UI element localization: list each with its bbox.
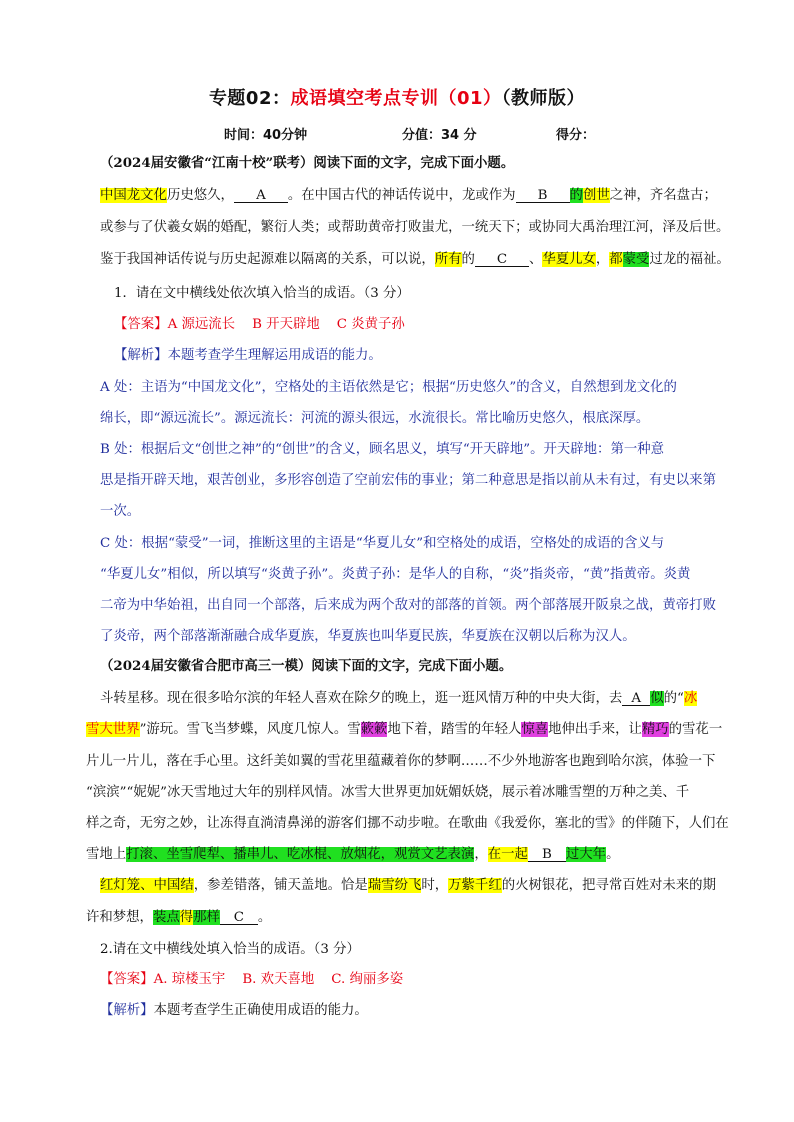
q1-hl-5: 华夏儿女: [542, 252, 596, 267]
q1-blank-c[interactable]: C: [475, 253, 529, 267]
q2-passage-line-1: [100, 692, 720, 706]
title-prefix: 专题02：: [208, 88, 291, 109]
q2-hl-14: 得: [179, 910, 194, 925]
q2-hl-8: 在一起: [487, 847, 528, 862]
q1-text: 过龙的福祉。: [649, 252, 730, 267]
q1-hl-1: 中国龙文化: [100, 188, 167, 203]
answer-text: A 源远流长 B 开天辟地 C 炎黄子孙: [167, 317, 405, 332]
title-suffix: （教师版）: [501, 88, 586, 109]
q2-passage-line-2: [86, 722, 723, 737]
time-label: 时间：40分钟: [224, 128, 308, 143]
q1-hl-7: 蒙受: [622, 252, 650, 267]
answer-text: A. 琼楼玉宇 B. 欢天喜地 C. 绚丽多姿: [153, 972, 404, 987]
q2-text: 雪地上: [86, 847, 127, 862]
q2-passage-line-7: [100, 879, 720, 892]
got-label: 得分：: [556, 128, 596, 143]
q2-text: 地伸出手来，让: [548, 722, 642, 737]
q2-hl-7: 打滚、坐雪爬犁、播串儿、吃冰棍、放烟花，观赏文艺表演: [126, 847, 475, 862]
q1-hl-6: 都: [609, 252, 623, 267]
q1-analysis-c-4: 了炎帝，两个部落渐渐融合成华夏族，华夏族也叫华夏民族，华夏族在汉朝以后称为汉人。: [100, 629, 636, 644]
q1-blank-b[interactable]: B: [516, 189, 570, 203]
q2-question: 2.请在文中横线处填入恰当的成语。（3 分）: [100, 942, 360, 957]
q2-text: ”游玩。雪飞当梦蝶，风度几惊人。雪: [139, 722, 361, 737]
q1-analysis-a-1: A 处：主语为“中国龙文化”，空格处的主语依然是它；根据“历史悠久”的含义，自然想到龙文化的: [100, 380, 677, 395]
q2-blank-b[interactable]: B: [528, 848, 566, 862]
q1-blank-a[interactable]: A: [234, 189, 288, 203]
analysis-text: 本题考查学生理解运用成语的能力。: [167, 348, 382, 363]
q2-text: 地下着，踏雪的年轻人: [387, 722, 522, 737]
q1-text: 历史悠久，: [166, 188, 234, 203]
q2-text: 时，: [421, 878, 449, 893]
q2-text: 。: [606, 847, 620, 862]
q2-analysis: [100, 1004, 720, 1017]
q2-hl-12: 万紫千红: [448, 878, 502, 893]
q2-hl-3: 雪大世界: [86, 722, 140, 737]
q1-text: 之神，齐名盘古；: [609, 188, 717, 203]
q2-text: 许和梦想，: [86, 910, 153, 925]
q1-analysis-c-1: C 处：根据“蒙受”一词，推断这里的主语是“华夏儿女”和空格处的成语，空格处的成语的含义与: [100, 536, 665, 551]
analysis-text: 本题考查学生正确使用成语的能力。: [153, 1003, 368, 1018]
answer-label: 【答案】: [100, 972, 154, 987]
q2-hl-11: 瑞雪纷飞: [367, 878, 422, 893]
analysis-label: 【解析】: [100, 1003, 154, 1018]
q1-analysis-c-2: “华夏儿女”相似，所以填写“炎黄子孙”。炎黄子孙：是华人的自称，“炎”指炎帝，“黄”指黄帝。炎黄: [100, 567, 691, 582]
q2-blank-c[interactable]: C: [220, 911, 258, 925]
q1-text: 。在中国古代的神话传说中，龙或作为: [287, 188, 516, 203]
q1-passage-line-1: [100, 189, 720, 203]
analysis-label: 【解析】: [114, 348, 168, 363]
q1-passage-line-3: [100, 252, 730, 267]
q2-hl-2: 冰: [683, 691, 698, 706]
q2-passage-line-3: 片儿一片儿，落在手心里。这纤美如翼的雪花里蕴藏着你的梦啊……不少外地游客也跑到哈尔滨，体验一下: [86, 754, 716, 769]
q1-answer: [114, 318, 734, 331]
q2-text: 斗转星移。现在很多哈尔滨的年轻人喜欢在除夕的晚上，逛一逛风情万种的中央大街，去: [100, 691, 623, 706]
q2-text: 的火树银花，把寻常百姓对未来的期: [501, 878, 716, 893]
q2-passage-line-5: 样之奇，无穷之妙，让冻得直淌清鼻涕的游客们挪不动步啦。在歌曲《我爱你，塞北的雪》的伴随下，人们在: [86, 816, 729, 831]
answer-label: 【答案】: [114, 317, 168, 332]
q1-hl-2: 的: [569, 188, 583, 203]
q1-text: ，: [595, 252, 610, 267]
q1-hl-3: 创世: [582, 188, 610, 203]
q1-question: 1．请在文中横线处依次填入恰当的成语。（3 分）: [114, 286, 410, 301]
page-title: [0, 84, 794, 110]
q2-passage-line-6: [86, 848, 706, 862]
q1-passage-line-2: 或参与了伏羲女娲的婚配，繁衍人类；或帮助黄帝打败蚩尤，一统天下；或协同大禹治理江河，泽及后世。: [100, 220, 730, 235]
q1-analysis: [114, 349, 734, 362]
q2-hl-9: 过大年: [565, 847, 607, 862]
q2-source: （2024届安徽省合肥市高三一模）阅读下面的文字，完成下面小题。: [100, 658, 513, 674]
q2-hl-10: 红灯笼、中国结: [100, 878, 194, 893]
q1-analysis-c-3: 二帝为中华始祖，出自同一个部落，后来成为两个敌对的部落的首领。两个部落展开阪泉之战，黄帝打败: [100, 598, 716, 613]
q2-passage-line-4: “滨滨”“妮妮”冰天雪地过大年的别样风情。冰雪大世界更加妩媚妖娆，展示着冰雕雪塑的万种之美、千: [86, 785, 690, 800]
q1-text: 鉴于我国神话传说与历史起源难以隔离的关系，可以说，: [100, 252, 435, 267]
q1-analysis-b-1: B 处：根据后文“创世之神”的“创世”的含义，顾名思义，填写“开天辟地”。开天辟地：第一种意: [100, 442, 665, 457]
q2-text: 的“: [663, 691, 684, 706]
q2-hl-15: 那样: [193, 910, 220, 925]
q1-text: 、: [528, 252, 543, 267]
q1-source: （2024届安徽省“江南十校”联考）阅读下面的文字，完成下面小题。: [100, 155, 515, 171]
q2-hl-5: 惊喜: [521, 722, 549, 737]
q2-answer: [100, 973, 720, 986]
q1-analysis-b-3: 一次。: [100, 504, 141, 519]
q2-text: 。: [257, 910, 272, 925]
q1-analysis-a-2: 绵长，即“源远流长”。源远流长：河流的源头很远，水流很长。常比喻历史悠久，根底深厚。: [100, 411, 650, 426]
q2-hl-1: 似: [650, 691, 664, 706]
q2-text: 的雪花一: [668, 722, 723, 737]
q2-passage-line-8: [86, 911, 706, 925]
q2-text: ，: [474, 847, 488, 862]
q1-analysis-b-2: 思是指开辟天地，艰苦创业，多形容创造了空前宏伟的事业；第二种意思是指以前从未有过，有史以来第: [100, 473, 716, 488]
q2-text: ，参差错落，铺天盖地。恰是: [193, 878, 368, 893]
q2-blank-a[interactable]: A: [622, 692, 650, 706]
q1-text: 的: [461, 252, 475, 267]
q1-hl-4: 所有: [434, 252, 462, 267]
score-label: 分值：34 分: [402, 128, 477, 143]
q2-hl-4: 簌簌: [360, 722, 388, 737]
title-main: 成语填空考点专训（01）: [290, 88, 502, 109]
q2-hl-13: 装点: [152, 910, 180, 925]
q2-hl-6: 精巧: [641, 722, 669, 737]
